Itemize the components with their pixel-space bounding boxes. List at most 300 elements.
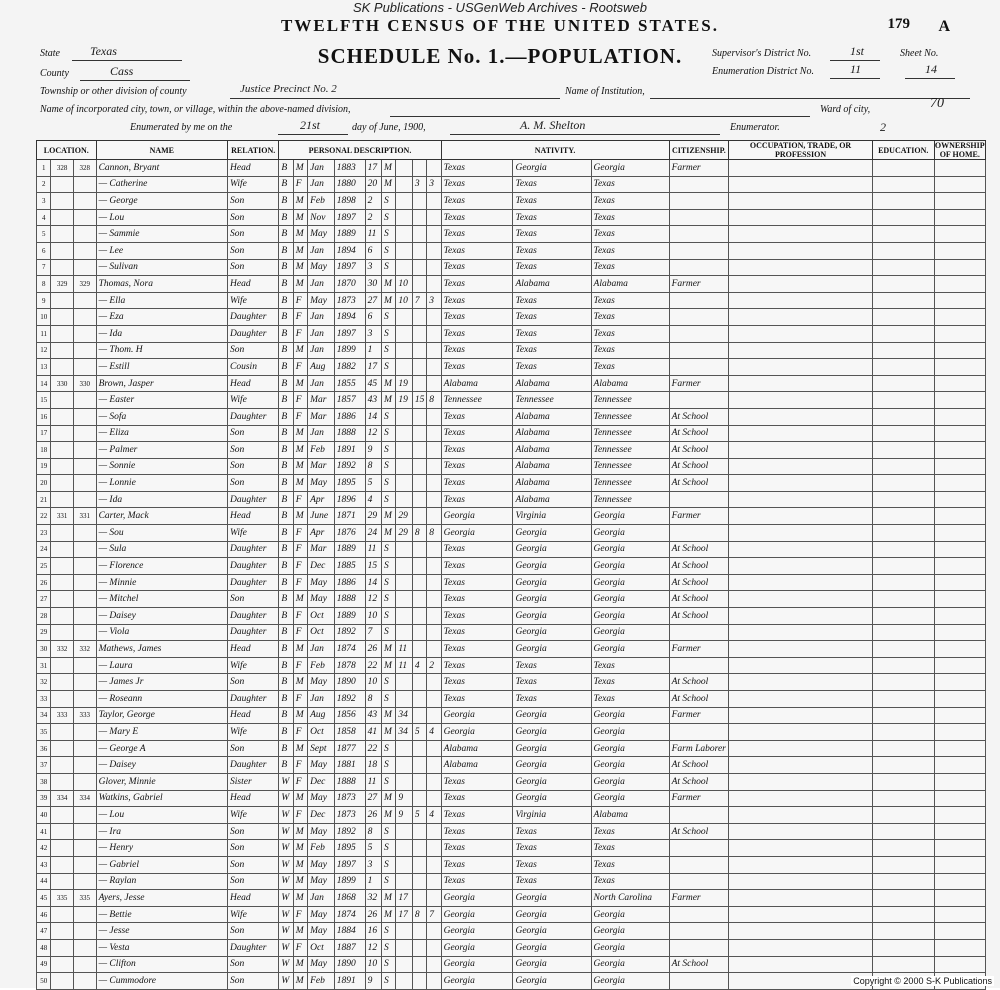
table-cell: Son [228, 342, 279, 359]
table-cell: — Sonnie [96, 458, 227, 475]
table-cell: Georgia [591, 973, 669, 990]
table-cell [427, 342, 441, 359]
table-cell [934, 906, 985, 923]
table-cell [872, 608, 934, 625]
table-cell: S [382, 740, 396, 757]
table-cell [669, 359, 729, 376]
table-cell [51, 226, 74, 243]
table-row [37, 873, 986, 890]
table-cell [872, 790, 934, 807]
table-cell: S [382, 757, 396, 774]
table-cell [934, 209, 985, 226]
table-row [37, 226, 986, 243]
table-cell [427, 691, 441, 708]
table-cell: 14 [37, 375, 51, 392]
table-cell [729, 906, 873, 923]
table-cell [73, 176, 96, 193]
table-cell: B [279, 458, 293, 475]
table-cell: Georgia [513, 773, 591, 790]
table-cell: — Ida [96, 325, 227, 342]
table-cell: S [382, 226, 396, 243]
table-cell [669, 209, 729, 226]
table-cell [51, 259, 74, 276]
table-cell [427, 558, 441, 575]
table-cell: 11 [396, 657, 412, 674]
table-cell: Georgia [513, 707, 591, 724]
table-cell: Daughter [228, 408, 279, 425]
table-cell: Head [228, 641, 279, 658]
table-cell: Daughter [228, 309, 279, 326]
table-cell [73, 807, 96, 824]
table-cell [729, 707, 873, 724]
table-cell: Texas [513, 674, 591, 691]
table-cell [934, 939, 985, 956]
table-cell [396, 491, 412, 508]
table-cell: 39 [37, 790, 51, 807]
table-cell [729, 674, 873, 691]
table-cell: Texas [591, 674, 669, 691]
table-cell: — Sula [96, 541, 227, 558]
table-cell: — Estill [96, 359, 227, 376]
table-cell: 12 [365, 939, 381, 956]
table-cell: W [279, 840, 293, 857]
table-cell: 43 [365, 707, 381, 724]
table-cell: 17 [396, 906, 412, 923]
table-cell: 8 [427, 392, 441, 409]
table-cell: B [279, 541, 293, 558]
table-cell: B [279, 508, 293, 525]
state-value: Texas [90, 44, 117, 58]
table-cell: 4 [365, 491, 381, 508]
table-cell: M [293, 242, 307, 259]
table-cell: Texas [441, 176, 513, 193]
table-cell: B [279, 392, 293, 409]
table-cell: 3 [427, 176, 441, 193]
table-row [37, 541, 986, 558]
table-cell: Texas [441, 873, 513, 890]
table-cell: 16 [37, 408, 51, 425]
table-cell: Tennessee [591, 491, 669, 508]
table-cell: 10 [365, 674, 381, 691]
table-cell [412, 973, 426, 990]
table-cell: Texas [441, 624, 513, 641]
table-cell: F [293, 525, 307, 542]
table-cell [73, 392, 96, 409]
sheet-stamp-letter: A [938, 18, 950, 35]
table-cell: — Eliza [96, 425, 227, 442]
table-cell [51, 193, 74, 210]
table-cell [396, 956, 412, 973]
table-cell [427, 840, 441, 857]
table-cell: Jan [308, 176, 335, 193]
table-row [37, 193, 986, 210]
table-cell: 10 [365, 956, 381, 973]
table-cell [872, 956, 934, 973]
table-cell: Daughter [228, 939, 279, 956]
table-cell [412, 574, 426, 591]
table-cell: 24 [37, 541, 51, 558]
table-cell: May [308, 591, 335, 608]
table-cell [669, 309, 729, 326]
table-cell [669, 176, 729, 193]
table-cell: 2 [365, 209, 381, 226]
table-cell: M [293, 591, 307, 608]
table-cell: — Daisey [96, 757, 227, 774]
table-cell: Georgia [591, 558, 669, 575]
table-cell: B [279, 342, 293, 359]
table-cell: 1886 [334, 408, 365, 425]
table-cell: Jan [308, 276, 335, 293]
table-cell [412, 840, 426, 857]
table-cell: — Gabriel [96, 856, 227, 873]
table-cell: 3 [365, 325, 381, 342]
table-cell [872, 657, 934, 674]
table-cell: 1894 [334, 242, 365, 259]
table-cell [73, 475, 96, 492]
table-cell [872, 807, 934, 824]
table-cell: S [382, 259, 396, 276]
table-cell [872, 674, 934, 691]
table-cell [934, 425, 985, 442]
table-cell: Georgia [591, 541, 669, 558]
table-cell: 1855 [334, 375, 365, 392]
table-cell [934, 757, 985, 774]
table-cell: — Sammie [96, 226, 227, 243]
nativity-header: NATIVITY. [441, 141, 669, 160]
table-cell: — Easter [96, 392, 227, 409]
table-cell [729, 292, 873, 309]
table-cell: 16 [365, 923, 381, 940]
table-cell: 1878 [334, 657, 365, 674]
table-row [37, 906, 986, 923]
table-cell: M [293, 442, 307, 459]
table-cell: Georgia [591, 790, 669, 807]
table-row [37, 641, 986, 658]
table-cell: Georgia [513, 641, 591, 658]
table-cell: M [293, 890, 307, 907]
table-cell: S [382, 939, 396, 956]
table-cell: Dec [308, 773, 335, 790]
table-cell: Son [228, 956, 279, 973]
table-cell: 9 [396, 807, 412, 824]
table-cell: Son [228, 442, 279, 459]
table-row [37, 475, 986, 492]
table-cell: Daughter [228, 624, 279, 641]
table-cell: Texas [441, 475, 513, 492]
table-cell: Wife [228, 657, 279, 674]
table-cell: F [293, 939, 307, 956]
table-cell [412, 608, 426, 625]
table-cell [51, 608, 74, 625]
table-cell: Oct [308, 724, 335, 741]
table-cell [669, 392, 729, 409]
table-cell [934, 342, 985, 359]
table-cell: Texas [441, 823, 513, 840]
table-cell: May [308, 475, 335, 492]
table-cell [396, 840, 412, 857]
table-cell: F [293, 292, 307, 309]
table-cell: Son [228, 425, 279, 442]
table-cell [51, 558, 74, 575]
table-cell: F [293, 624, 307, 641]
table-row [37, 458, 986, 475]
table-cell [51, 292, 74, 309]
table-cell: Georgia [591, 525, 669, 542]
table-cell: Wife [228, 292, 279, 309]
table-cell: May [308, 790, 335, 807]
table-cell: 1873 [334, 790, 365, 807]
table-cell [872, 773, 934, 790]
table-cell: S [382, 342, 396, 359]
table-cell: 1895 [334, 840, 365, 857]
table-cell [872, 242, 934, 259]
table-cell: Alabama [513, 276, 591, 293]
table-cell: W [279, 790, 293, 807]
table-cell [872, 475, 934, 492]
table-cell: M [293, 342, 307, 359]
table-cell [872, 508, 934, 525]
table-cell: S [382, 209, 396, 226]
table-cell [669, 624, 729, 641]
table-cell: 333 [51, 707, 74, 724]
table-cell: M [382, 657, 396, 674]
table-cell: 25 [37, 558, 51, 575]
table-row [37, 176, 986, 193]
table-cell: Georgia [591, 757, 669, 774]
table-cell: Texas [513, 873, 591, 890]
table-cell: 43 [365, 392, 381, 409]
table-cell [427, 475, 441, 492]
table-cell: Farmer [669, 375, 729, 392]
table-cell: Texas [441, 226, 513, 243]
table-cell: — Roseann [96, 691, 227, 708]
table-cell: 29 [396, 525, 412, 542]
table-cell: 8 [365, 458, 381, 475]
table-cell: Texas [513, 176, 591, 193]
table-cell [412, 276, 426, 293]
table-cell: 1858 [334, 724, 365, 741]
table-cell [73, 840, 96, 857]
table-cell: Son [228, 973, 279, 990]
table-cell [51, 823, 74, 840]
table-cell: 1 [37, 160, 51, 177]
table-cell [51, 873, 74, 890]
table-cell: — Henry [96, 840, 227, 857]
table-cell [934, 574, 985, 591]
table-cell [412, 325, 426, 342]
table-cell: Texas [441, 641, 513, 658]
table-cell: 38 [37, 773, 51, 790]
table-cell: Texas [441, 325, 513, 342]
table-cell [669, 342, 729, 359]
table-cell: Texas [591, 359, 669, 376]
table-cell [73, 425, 96, 442]
table-cell [669, 259, 729, 276]
table-cell: 1892 [334, 624, 365, 641]
table-cell [934, 773, 985, 790]
table-cell: M [293, 276, 307, 293]
table-cell: Texas [591, 176, 669, 193]
table-cell [729, 591, 873, 608]
table-cell [51, 906, 74, 923]
table-row [37, 276, 986, 293]
table-cell: F [293, 392, 307, 409]
table-cell [73, 259, 96, 276]
table-cell: F [293, 691, 307, 708]
table-cell: M [293, 193, 307, 210]
table-cell: Daughter [228, 491, 279, 508]
table-cell: 1897 [334, 209, 365, 226]
table-cell: 11 [365, 541, 381, 558]
table-cell: M [382, 160, 396, 177]
citizenship-header: CITIZENSHIP. [669, 141, 729, 160]
table-cell: 1895 [334, 475, 365, 492]
table-cell [934, 491, 985, 508]
table-cell [669, 973, 729, 990]
table-cell: W [279, 807, 293, 824]
table-row [37, 691, 986, 708]
table-cell: 9 [365, 973, 381, 990]
table-cell: 44 [37, 873, 51, 890]
table-cell: At School [669, 458, 729, 475]
table-cell: B [279, 442, 293, 459]
table-cell: At School [669, 574, 729, 591]
table-cell: May [308, 906, 335, 923]
table-cell: 22 [365, 740, 381, 757]
table-cell [729, 160, 873, 177]
table-cell [396, 342, 412, 359]
table-cell [934, 292, 985, 309]
table-cell: 329 [51, 276, 74, 293]
table-cell: Jan [308, 342, 335, 359]
table-cell [872, 740, 934, 757]
table-cell [934, 923, 985, 940]
table-cell: Georgia [513, 541, 591, 558]
table-row [37, 558, 986, 575]
table-cell: M [382, 790, 396, 807]
table-cell: Georgia [441, 939, 513, 956]
table-cell: Alabama [591, 375, 669, 392]
table-cell: Wife [228, 176, 279, 193]
table-row [37, 359, 986, 376]
table-cell: 1874 [334, 906, 365, 923]
table-row [37, 674, 986, 691]
table-cell [427, 624, 441, 641]
table-cell: S [382, 574, 396, 591]
table-cell: Georgia [513, 923, 591, 940]
table-cell: W [279, 956, 293, 973]
table-cell: B [279, 608, 293, 625]
table-cell: B [279, 757, 293, 774]
table-cell: 2 [37, 176, 51, 193]
table-cell [729, 558, 873, 575]
table-cell: 1899 [334, 342, 365, 359]
table-cell: Mar [308, 458, 335, 475]
table-cell [934, 226, 985, 243]
table-row [37, 823, 986, 840]
table-cell [412, 757, 426, 774]
table-cell [412, 259, 426, 276]
table-cell [412, 773, 426, 790]
table-cell [51, 325, 74, 342]
table-cell [427, 359, 441, 376]
table-cell: Wife [228, 724, 279, 741]
table-cell [427, 309, 441, 326]
table-cell: Georgia [441, 707, 513, 724]
table-cell [427, 541, 441, 558]
table-cell: S [382, 491, 396, 508]
table-cell: Texas [441, 773, 513, 790]
table-cell: Georgia [513, 939, 591, 956]
table-cell [396, 475, 412, 492]
table-cell: Georgia [591, 939, 669, 956]
table-row [37, 508, 986, 525]
table-cell: Oct [308, 624, 335, 641]
table-cell: 1882 [334, 359, 365, 376]
table-cell: 30 [365, 276, 381, 293]
table-cell: Texas [591, 242, 669, 259]
table-cell [729, 325, 873, 342]
table-cell [73, 823, 96, 840]
table-cell: Farmer [669, 160, 729, 177]
table-cell [669, 906, 729, 923]
table-row [37, 292, 986, 309]
name-header: NAME [96, 141, 227, 160]
table-cell: B [279, 591, 293, 608]
table-cell: B [279, 657, 293, 674]
table-cell: F [293, 657, 307, 674]
table-cell: S [382, 591, 396, 608]
table-cell: Georgia [591, 740, 669, 757]
table-cell: Texas [441, 442, 513, 459]
table-cell: W [279, 873, 293, 890]
table-cell: Alabama [441, 375, 513, 392]
table-cell [396, 226, 412, 243]
table-cell [73, 906, 96, 923]
table-cell [412, 856, 426, 873]
table-cell: S [382, 856, 396, 873]
table-cell: 15 [365, 558, 381, 575]
table-cell: At School [669, 558, 729, 575]
table-cell: Texas [513, 342, 591, 359]
table-cell: 6 [37, 242, 51, 259]
table-cell: Aug [308, 359, 335, 376]
table-cell: Texas [513, 359, 591, 376]
table-cell: Aug [308, 707, 335, 724]
table-cell: 11 [37, 325, 51, 342]
table-cell [73, 608, 96, 625]
table-cell [51, 408, 74, 425]
table-cell: — Mary E [96, 724, 227, 741]
table-cell: 15 [412, 392, 426, 409]
table-cell: M [293, 375, 307, 392]
table-cell [729, 193, 873, 210]
table-cell [934, 375, 985, 392]
table-row [37, 375, 986, 392]
table-cell: 334 [73, 790, 96, 807]
table-cell [872, 574, 934, 591]
table-cell: S [382, 442, 396, 459]
table-cell [427, 939, 441, 956]
table-cell: 1897 [334, 325, 365, 342]
table-cell: 47 [37, 923, 51, 940]
table-cell [396, 973, 412, 990]
table-cell [934, 408, 985, 425]
table-cell: 34 [396, 724, 412, 741]
table-cell: Texas [591, 840, 669, 857]
table-cell: 330 [51, 375, 74, 392]
table-row [37, 608, 986, 625]
